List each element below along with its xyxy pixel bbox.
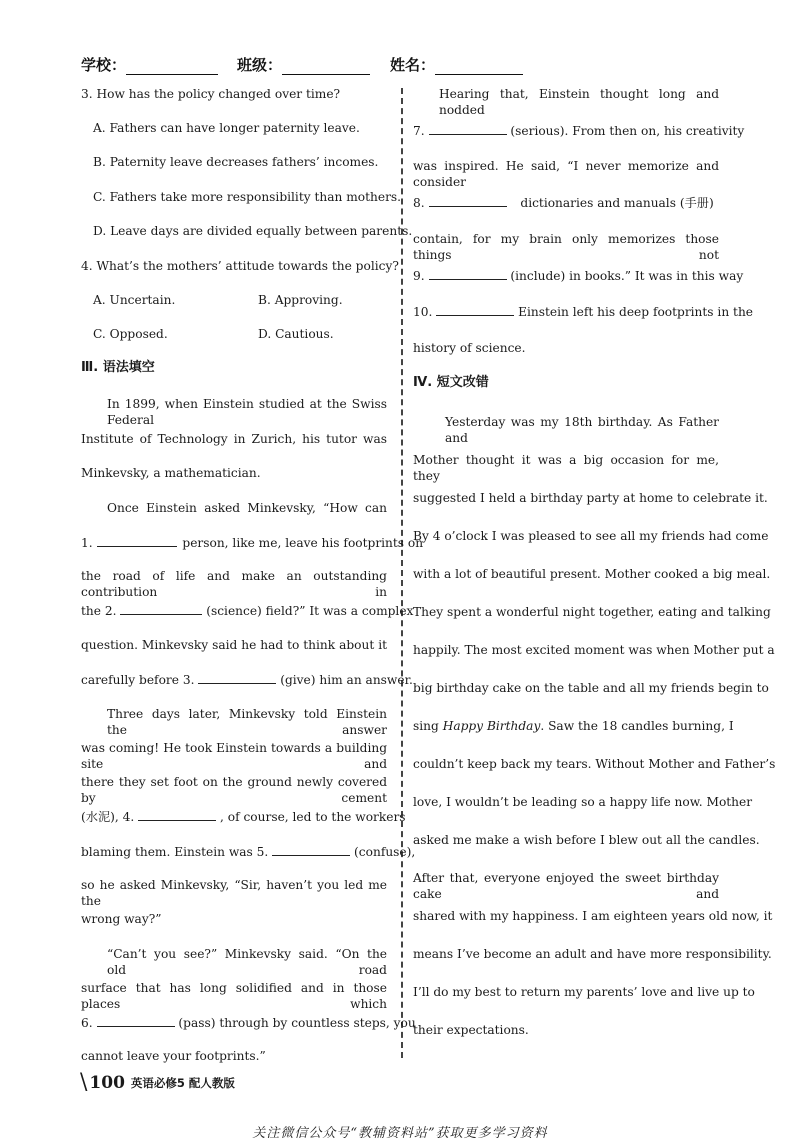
p2-line-6-text: (give) him an answer. (280, 673, 413, 687)
p2-line-5: question. Minkevsky said he had to think about it (81, 638, 387, 652)
p3-line-7: wrong way?” (81, 912, 162, 926)
q3-option-c[interactable]: C. Fathers take more responsibility than mothers. (93, 190, 402, 204)
e-line-2: Mother thought it was a big occasion for me, they (413, 453, 719, 483)
e-line-4: By 4 o’clock I was pleased to see all my friends had come (413, 529, 769, 543)
e-line-9-b: . Saw the 18 candles burning, I (540, 719, 734, 733)
q4-option-a[interactable]: A. Uncertain. (93, 293, 176, 307)
p2-line-4-text: (science) field?” It was a complex (206, 604, 414, 618)
name-label: 姓名： (390, 56, 436, 74)
p3-line-4 (81, 808, 406, 825)
p4-line-3-text: (pass) through by countless steps, you (178, 1016, 416, 1030)
p1-line-3: Minkevsky, a mathematician. (81, 466, 261, 480)
p4-line-3 (81, 1014, 416, 1031)
p2-line-3: the road of life and make an outstanding contribution in (81, 569, 387, 599)
blank-3[interactable] (198, 671, 276, 684)
blank-4[interactable] (138, 808, 216, 821)
p2-line-6 (81, 671, 413, 688)
q4-option-b[interactable]: B. Approving. (258, 293, 343, 307)
r-line-4 (413, 194, 714, 211)
p2-line-4 (81, 602, 413, 619)
blank-2[interactable] (120, 602, 202, 615)
e-line-17: their expectations. (413, 1023, 529, 1037)
r-line-5: contain, for my brain only memorizes those things not (413, 232, 719, 262)
section-3-title: Ⅲ. 语法填空 (81, 360, 155, 375)
e-line-5: with a lot of beautiful present. Mother cooked a big meal. (413, 567, 771, 581)
q3-stem: 3. How has the policy changed over time? (81, 87, 341, 101)
e-line-9-a: sing (413, 719, 439, 733)
r-line-1: Hearing that, Einstein thought long and nodded (439, 87, 719, 117)
e-line-16: I’ll do my best to return my parents’ love and live up to (413, 985, 755, 999)
footer-slash: \ (80, 1070, 88, 1095)
blank-1[interactable] (97, 534, 177, 547)
r-line-8: history of science. (413, 341, 526, 355)
section-4-title: Ⅳ. 短文改错 (413, 375, 489, 390)
blank-7[interactable] (429, 122, 507, 135)
blank-7-number: 7. (413, 124, 425, 138)
e-line-9 (413, 718, 734, 734)
r-line-6 (413, 267, 743, 284)
name-blank[interactable] (435, 60, 523, 75)
school-field (81, 54, 218, 75)
blank-9[interactable] (429, 267, 507, 280)
blank-10-number: 10. (413, 305, 433, 319)
e-line-12: asked me make a wish before I blew out all the candles. (413, 833, 760, 847)
page-number: 100 (89, 1072, 125, 1093)
q3-option-b[interactable]: B. Paternity leave decreases fathers’ incomes. (93, 155, 379, 169)
blank-8[interactable] (429, 194, 507, 207)
q4-stem: 4. What’s the mothers’ attitude towards the policy? (81, 259, 399, 273)
blank-8-number: 8. (413, 196, 425, 210)
e-line-15: means I’ve become an adult and have more responsibility. (413, 947, 772, 961)
p3-line-6: so he asked Minkevsky, “Sir, haven’t you led me the (81, 878, 387, 908)
e-line-1: Yesterday was my 18th birthday. As Father and (445, 415, 719, 445)
class-blank[interactable] (282, 60, 370, 75)
q4-option-c[interactable]: C. Opposed. (93, 327, 168, 341)
class-field (237, 54, 370, 75)
q3-option-d[interactable]: D. Leave days are divided equally between parents. (93, 224, 413, 238)
e-line-3: suggested I held a birthday party at home to celebrate it. (413, 491, 768, 505)
p3-line-2: was coming! He took Einstein towards a building site and (81, 741, 387, 771)
p4-line-4: cannot leave your footprints.” (81, 1049, 266, 1063)
p2-line-2-text: person, like me, leave his footprints on (182, 536, 424, 550)
blank-1-number: 1. (81, 536, 93, 550)
r-line-2-text: (serious). From then on, his creativity (510, 124, 745, 138)
e-line-8: big birthday cake on the table and all my friends begin to (413, 681, 769, 695)
blank-4-number: (水泥), 4. (81, 810, 135, 824)
p3-line-4-text: , of course, led to the workers (220, 810, 406, 824)
school-blank[interactable] (126, 60, 218, 75)
r-line-7-text: Einstein left his deep footprints in the (518, 305, 754, 319)
blank-3-number: carefully before 3. (81, 673, 195, 687)
p4-line-1: “Can’t you see?” Minkevsky said. “On the old road (107, 947, 387, 977)
blank-5[interactable] (272, 843, 350, 856)
q3-option-a[interactable]: A. Fathers can have longer paternity leave. (93, 121, 360, 135)
r-line-6-text: (include) in books.” It was in this way (510, 269, 744, 283)
p1-line-2: Institute of Technology in Zurich, his tutor was (81, 432, 387, 446)
e-line-9-italic: Happy Birthday (442, 719, 541, 733)
school-label: 学校： (81, 56, 127, 74)
blank-2-number: the 2. (81, 604, 117, 618)
blank-6-number: 6. (81, 1016, 93, 1030)
p3-line-3: there they set foot on the ground newly covered by cement (81, 775, 387, 805)
q4-option-d[interactable]: D. Cautious. (258, 327, 334, 341)
book-title: 英语必修5 配人教版 (130, 1075, 235, 1090)
page-footer (80, 1070, 235, 1095)
e-line-6: They spent a wonderful night together, eating and talking (413, 605, 771, 619)
blank-10[interactable] (436, 303, 514, 316)
blank-9-number: 9. (413, 269, 425, 283)
p2-line-1: Once Einstein asked Minkevsky, “How can (107, 501, 387, 515)
p2-line-2 (81, 534, 423, 551)
e-line-14: shared with my happiness. I am eighteen years old now, it (413, 909, 773, 923)
e-line-10: couldn’t keep back my tears. Without Mother and Father’s (413, 757, 776, 771)
e-line-11: love, I wouldn’t be leading so a happy life now. Mother (413, 795, 753, 809)
r-line-3: was inspired. He said, “I never memorize and consider (413, 159, 719, 189)
blank-5-number: blaming them. Einstein was 5. (81, 845, 269, 859)
p3-line-5 (81, 843, 415, 860)
watermark-text: 关注微信公众号“教辅资料站”获取更多学习资料 (252, 1126, 548, 1141)
e-line-13: After that, everyone enjoyed the sweet birthday cake and (413, 871, 719, 901)
p4-line-2: surface that has long solidified and in those places which (81, 981, 387, 1011)
r-line-4-text: dictionaries and manuals (手册) (520, 196, 714, 210)
p3-line-5-text: (confuse), (354, 845, 416, 859)
class-label: 班级： (237, 56, 283, 74)
p3-line-1: Three days later, Minkevsky told Einstein the answer (107, 707, 387, 737)
r-line-7 (413, 303, 753, 320)
blank-6[interactable] (97, 1014, 175, 1027)
name-field (390, 54, 523, 75)
p1-line-1: In 1899, when Einstein studied at the Swiss Federal (107, 397, 387, 427)
e-line-7: happily. The most excited moment was when Mother put a (413, 643, 775, 657)
r-line-2 (413, 122, 744, 139)
